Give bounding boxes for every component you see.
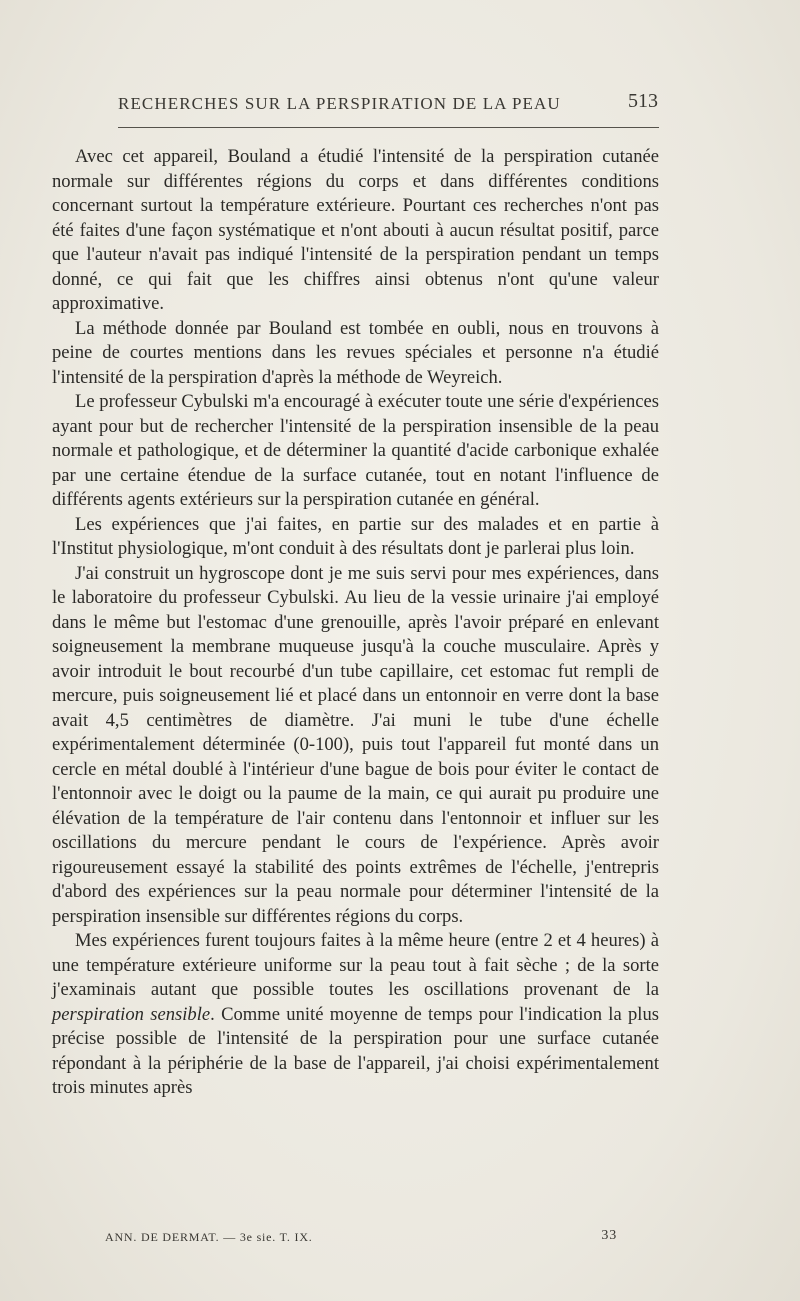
page-number: 513	[628, 90, 658, 112]
paragraph-last	[52, 929, 659, 1101]
paragraph: Avec cet appareil, Bouland a étudié l'intensité de la perspiration cutanée normale sur différentes régions du corps et dans différentes conditions concernant surtout la température extérieure. Pourtant ces recherches n'ont pas été faites d'une façon systématique et n'ont abouti à aucun résultat positif, parce que l'auteur n'avait pas indiqué l'intensité de la perspiration pendant un temps donné, ce qui fait que les chiffres ainsi obtenus n'ont qu'une valeur approximative.	[52, 146, 659, 314]
paragraph: Les expériences que j'ai faites, en partie sur des malades et en partie à l'Institut physiologique, m'ont conduit à des résultats dont je parlerai plus loin.	[52, 513, 659, 559]
paragraph: J'ai construit un hygroscope dont je me suis servi pour mes expériences, dans le laboratoire du professeur Cybulski. Au lieu de la vessie urinaire j'ai employé dans le même but l'estomac d'une grenouille, après l'avoir préparé en enlevant soigneusement la membrane muqueuse jusqu'à la couche musculaire. Après y avoir introduit le bout recourbé d'un tube capillaire, cet estomac fut rempli de mercure, puis soigneusement lié et placé dans un entonnoir en verre dont la base avait 4,5 centimètres de diamètre. J'ai muni le tube d'une échelle expérimentalement déterminée (0-100), puis tout l'appareil fut monté dans un cercle en métal doublé à l'intérieur d'une bague de bois pour éviter le contact de l'entonnoir avec le doigt ou la paume de la main, ce qui aurait pu produire une élévation de la température de l'air contenu dans l'entonnoir et influer sur les oscillations du mercure pendant le cours de l'expérience. Après avoir rigoureusement essayé la stabilité des points extrêmes de l'échelle, j'entrepris d'abord des expériences sur la peau normale pour déterminer l'intensité de la perspiration insensible sur différentes régions du corps.	[52, 562, 659, 927]
journal-reference: ANN. DE DERMAT. — 3e sie. T. IX.	[105, 1230, 313, 1244]
paragraph: La méthode donnée par Bouland est tombée en oubli, nous en trouvons à peine de courtes mentions dans les revues spéciales et personne n'a étudié l'intensité de la perspiration d'après la méthode de Weyreich.	[52, 317, 659, 388]
italic-term: perspiration sensible	[52, 1003, 211, 1025]
running-title: RECHERCHES SUR LA PERSPIRATION DE LA PEAU	[118, 94, 561, 113]
page-footer	[105, 1228, 617, 1248]
paragraph-text: Mes expériences furent toujours faites à la même heure (entre 2 et 4 heures) à une température extérieure uniforme sur la peau tout à fait sèche ; de la sorte j'examinais autant que possible toutes les oscillations provenant de la	[52, 930, 659, 1000]
paragraph-text: . Comme unité moyenne de temps pour l'indication la plus précise possible de l'intensité de la perspiration pour une surface cutanée répondant à la périphérie de la base de l'appareil, j'ai choisi expérimentalement trois minutes après	[52, 1003, 660, 1098]
running-header	[118, 90, 658, 120]
header-rule	[118, 127, 659, 128]
paragraph: Le professeur Cybulski m'a encouragé à exécuter toute une série d'expériences ayant pour but de rechercher l'intensité de la perspiration insensible de la peau normale et pathologique, et de déterminer la quantité d'acide carbonique exhalée par une certaine étendue de la surface cutanée, tout en notant l'influence de différents agents extérieurs sur la perspiration cutanée en général.	[52, 391, 659, 510]
body-text	[52, 145, 659, 1101]
signature-mark: 33	[601, 1228, 617, 1243]
